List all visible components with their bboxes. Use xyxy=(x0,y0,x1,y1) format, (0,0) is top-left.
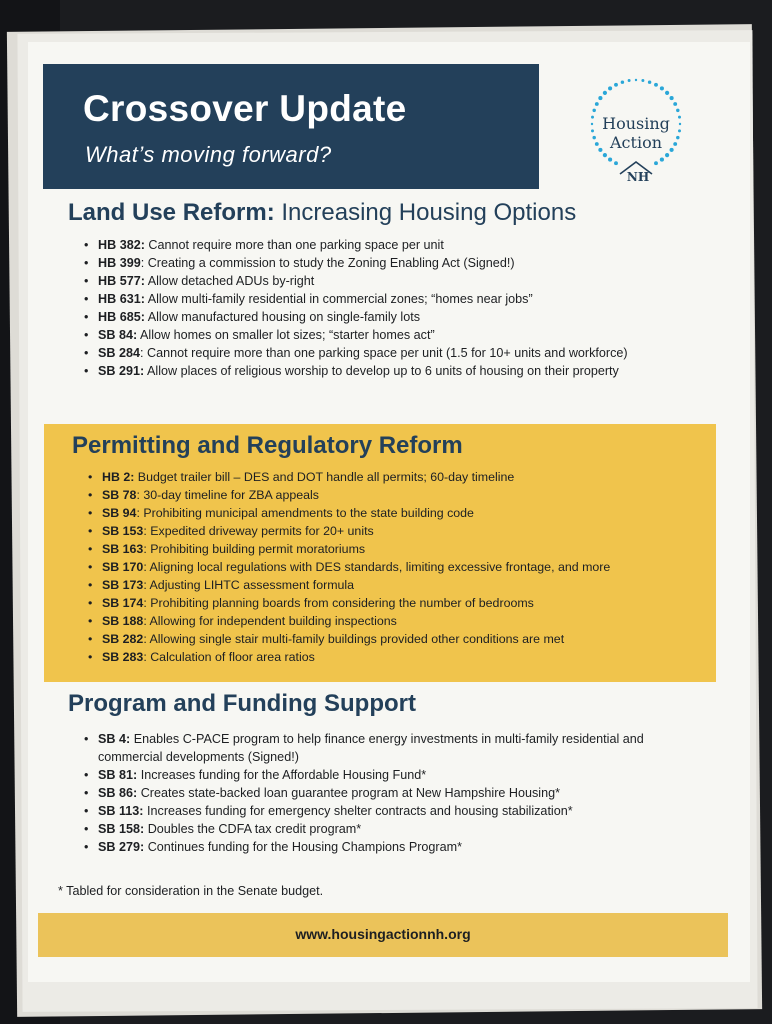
bill-description: Creates state-backed loan guarantee program at New Hampshire Housing* xyxy=(137,786,561,800)
logo-dot xyxy=(603,153,607,157)
list-item xyxy=(84,344,674,362)
list-item xyxy=(84,838,684,856)
bill-number: SB 84: xyxy=(98,328,138,342)
list-item xyxy=(88,558,708,576)
list-item xyxy=(88,576,708,594)
bill-number: HB 631: xyxy=(98,292,145,306)
bill-number: SB 94 xyxy=(102,506,137,520)
logo-dot xyxy=(608,86,612,90)
bill-number: SB 284 xyxy=(98,346,141,360)
housing-action-nh-logo xyxy=(584,76,688,188)
bill-number: HB 2: xyxy=(102,470,135,484)
bill-number: SB 170 xyxy=(102,560,144,574)
logo-dot xyxy=(621,80,624,83)
bill-number: SB 86: xyxy=(98,786,138,800)
logo-dot xyxy=(676,109,679,112)
bill-number: HB 685: xyxy=(98,310,145,324)
bill-description: : Prohibiting municipal amendments to the state building code xyxy=(136,506,474,520)
list-item xyxy=(88,504,708,522)
logo-dot xyxy=(608,158,612,162)
bill-description: Budget trailer bill – DES and DOT handle all permits; 60-day timeline xyxy=(134,470,515,484)
bill-number: SB 163 xyxy=(102,542,144,556)
list-item xyxy=(88,486,708,504)
logo-dot xyxy=(614,161,618,165)
bill-description: : Adjusting LIHTC assessment formula xyxy=(143,578,355,592)
logo-dot xyxy=(665,153,669,157)
bill-number: SB 188 xyxy=(102,614,144,628)
bill-number: HB 577: xyxy=(98,274,145,288)
page-subtitle: What’s moving forward? xyxy=(85,142,332,167)
bill-description: Allow multi-family residential in commercial zones; “homes near jobs” xyxy=(144,292,533,306)
bill-number: SB 4: xyxy=(98,732,131,746)
list-item xyxy=(84,308,674,326)
bill-description: : Allowing for independent building inspections xyxy=(143,614,397,628)
logo-dot xyxy=(654,161,658,165)
bill-description: Doubles the CDFA tax credit program* xyxy=(144,822,362,836)
list-item xyxy=(84,802,684,820)
bill-description: : Calculation of floor area ratios xyxy=(143,650,315,664)
list-item xyxy=(88,612,708,630)
flyer-page xyxy=(28,42,750,982)
section-title-bold: Land Use Reform: xyxy=(68,199,275,226)
bill-number: SB 81: xyxy=(98,768,138,782)
bill-number: SB 283 xyxy=(102,650,144,664)
list-item xyxy=(88,630,708,648)
logo-state: NH xyxy=(626,170,650,184)
bill-description: : Prohibiting planning boards from considering the number of bedrooms xyxy=(143,596,534,610)
bill-description: : Cannot require more than one parking space per unit (1.5 for 10+ units and workforce) xyxy=(140,346,628,360)
bill-description: : Aligning local regulations with DES standards, limiting excessive frontage, and more xyxy=(143,560,611,574)
logo-dot xyxy=(614,83,618,87)
page-title: Crossover Update xyxy=(83,88,407,129)
list-item xyxy=(84,730,684,766)
logo-dot xyxy=(660,86,664,90)
bill-number: SB 282 xyxy=(102,632,144,646)
list-item xyxy=(84,290,674,308)
header-banner xyxy=(43,64,539,189)
bill-description: Allow manufactured housing on single-family lots xyxy=(144,310,421,324)
bill-description: Allow detached ADUs by-right xyxy=(144,274,315,288)
list-item xyxy=(84,820,684,838)
list-item xyxy=(84,254,674,272)
list-item xyxy=(88,594,708,612)
footer-banner xyxy=(38,913,728,957)
program-funding-bill-list xyxy=(84,730,684,856)
list-item xyxy=(88,522,708,540)
bill-number: HB 399 xyxy=(98,256,141,270)
logo-dot xyxy=(673,102,677,106)
bill-description: : Prohibiting building permit moratoriums xyxy=(143,542,366,556)
bill-number: SB 78 xyxy=(102,488,137,502)
list-item xyxy=(84,784,684,802)
bill-description: Cannot require more than one parking space per unit xyxy=(144,238,444,252)
logo-dot xyxy=(592,109,595,112)
logo-dot xyxy=(598,96,602,100)
bill-number: SB 113: xyxy=(98,804,144,818)
bill-number: HB 382: xyxy=(98,238,145,252)
list-item xyxy=(84,362,674,380)
logo-dot xyxy=(603,91,607,95)
bill-description: Enables C-PACE program to help finance energy investments in multi-family residential and commercial developments (Signed!) xyxy=(98,732,644,764)
bill-description: : Expedited driveway permits for 20+ units xyxy=(143,524,374,538)
section-title-permitting: Permitting and Regulatory Reform xyxy=(72,432,463,459)
logo-line-action: Action xyxy=(610,133,662,152)
bill-description: : 30-day timeline for ZBA appeals xyxy=(136,488,319,502)
logo-dot xyxy=(641,79,644,82)
bill-description: Allow homes on smaller lot sizes; “starter homes act” xyxy=(137,328,435,342)
bill-number: SB 153 xyxy=(102,524,144,538)
bill-number: SB 158: xyxy=(98,822,145,836)
logo-dot xyxy=(628,79,631,82)
website-url: www.housingactionnh.org xyxy=(295,926,471,942)
bill-number: SB 173 xyxy=(102,578,144,592)
section-title-program-funding: Program and Funding Support xyxy=(68,690,416,717)
land-use-bill-list xyxy=(84,236,674,380)
logo-dot xyxy=(654,83,658,87)
bill-description: Increases funding for emergency shelter contracts and housing stabilization* xyxy=(143,804,573,818)
logo-line-housing: Housing xyxy=(602,114,670,133)
permitting-bill-list xyxy=(88,468,708,666)
section-title-land-use xyxy=(68,199,576,227)
bill-description: Allow places of religious worship to develop up to 6 units of housing on their property xyxy=(144,364,619,378)
footnote: * Tabled for consideration in the Senate budget. xyxy=(58,884,324,898)
bill-number: SB 291: xyxy=(98,364,145,378)
list-item xyxy=(88,468,708,486)
bill-number: SB 279: xyxy=(98,840,145,854)
section-title-rest: Increasing Housing Options xyxy=(274,199,577,226)
bill-number: SB 174 xyxy=(102,596,144,610)
bill-description: : Allowing single stair multi-family buildings provided other conditions are met xyxy=(143,632,565,646)
list-item xyxy=(84,236,674,254)
bill-description: Continues funding for the Housing Champions Program* xyxy=(144,840,463,854)
logo-dot xyxy=(595,102,599,106)
list-item xyxy=(84,326,674,344)
list-item xyxy=(88,648,708,666)
logo-dot xyxy=(635,79,637,81)
list-item xyxy=(88,540,708,558)
list-item xyxy=(84,766,684,784)
bill-description: Increases funding for the Affordable Housing Fund* xyxy=(137,768,427,782)
logo-dot xyxy=(648,80,651,83)
list-item xyxy=(84,272,674,290)
logo-dot xyxy=(660,158,664,162)
logo-dot xyxy=(665,91,669,95)
bill-description: : Creating a commission to study the Zoning Enabling Act (Signed!) xyxy=(140,256,515,270)
logo-dot xyxy=(670,96,674,100)
